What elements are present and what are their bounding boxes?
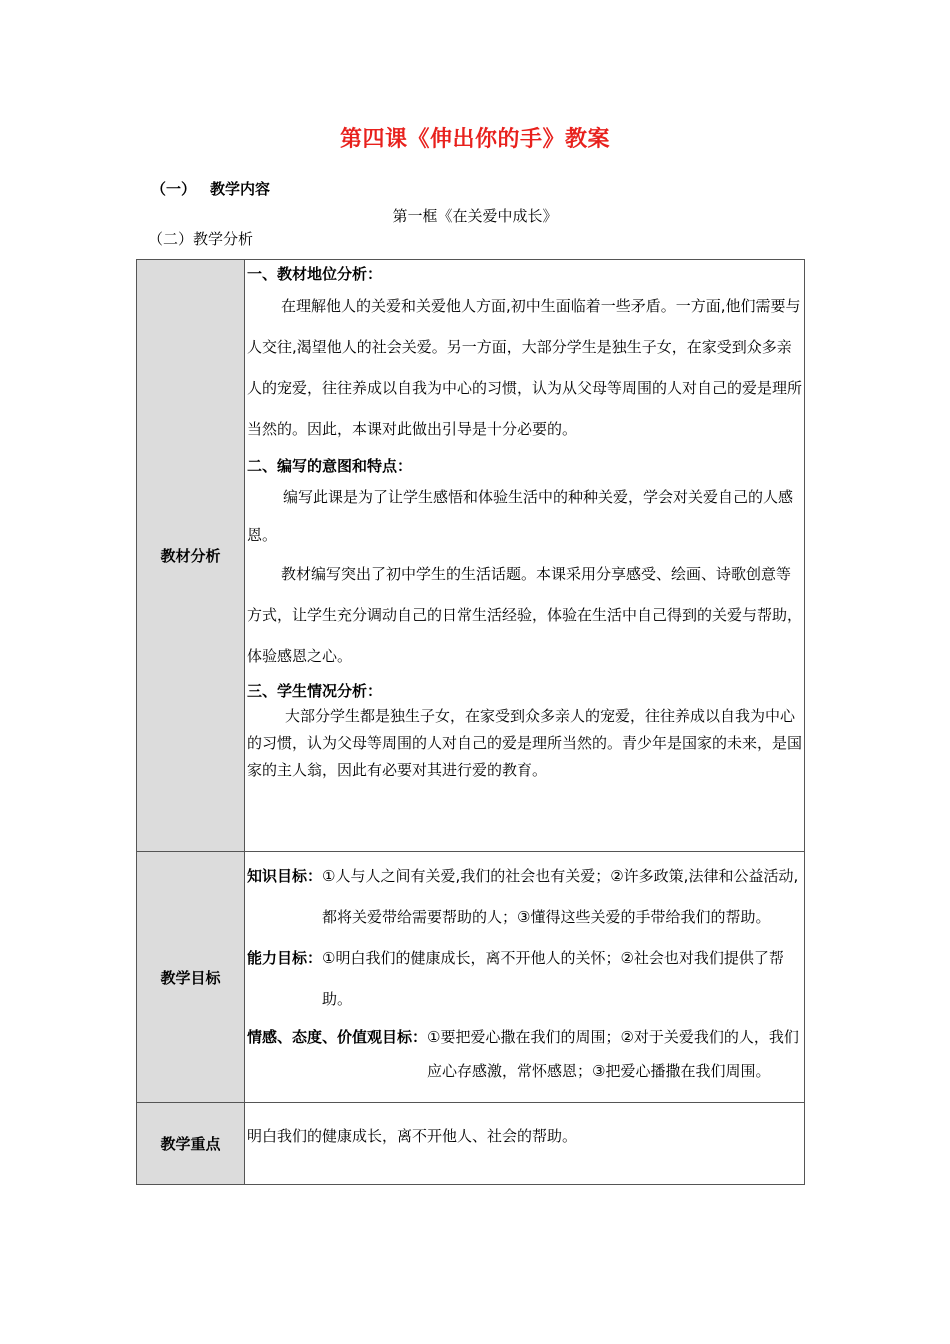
row-content <box>245 260 805 852</box>
goal-text: ①人与人之间有关爱,我们的社会也有关爱；②许多政策,法律和公益活动,都将关爱带给需要帮助的人；③懂得这些关爱的手带给我们的帮助。 <box>322 867 799 926</box>
subheading-textbook-position: 一、教材地位分析： <box>247 265 383 283</box>
lesson-plan-table <box>136 259 805 1185</box>
goal-text: ①明白我们的健康成长，离不开他人的关怀；②社会也对我们提供了帮助。 <box>322 949 784 1008</box>
frame-title: 第一框《在关爱中成长》 <box>392 207 558 225</box>
paragraph-features: 教材编写突出了初中学生的生活话题。本课采用分享感受、绘画、诗歌创意等方式，让学生充分调动自己的日常生活经验，体验在生活中自己得到的关爱与帮助，体验感恩之心。 <box>247 565 803 665</box>
page-title: 第四课《伸出你的手》教案 <box>339 127 610 152</box>
goal-text: ①要把爱心撒在我们的周围；②对于关爱我们的人，我们应心存感激，常怀感恩；③把爱心播撒在我们周围。 <box>427 1028 799 1080</box>
goal-ability <box>247 938 802 1020</box>
table-row-teaching-goals <box>137 852 805 1103</box>
section-number: （一） <box>151 180 197 198</box>
goal-label: 知识目标： <box>247 867 323 885</box>
subheading-intent-features: 二、编写的意图和特点： <box>247 457 413 475</box>
goal-emotion <box>247 1020 802 1088</box>
key-point-text: 明白我们的健康成长，离不开他人、社会的帮助。 <box>247 1127 578 1145</box>
section-heading-analysis: （二）教学分析 <box>148 230 254 248</box>
paragraph-textbook-position: 在理解他人的关爱和关爱他人方面,初中生面临着一些矛盾。一方面,他们需要与人交往,渴望他人的社会关爱。另一方面，大部分学生是独生子女，在家受到众多亲人的宠爱，往往养成以自我为中心的习惯，认为从父母等周围的人对自己的爱是理所当然的。因此，本课对此做出引导是十分必要的。 <box>247 297 803 438</box>
row-content <box>245 852 805 1103</box>
row-label: 教学重点 <box>137 1103 245 1185</box>
paragraph-student-analysis: 大部分学生都是独生子女，在家受到众多亲人的宠爱，往往养成以自我为中心的习惯，认为父母等周围的人对自己的爱是理所当然的。青少年是国家的未来，是国家的主人翁，因此有必要对其进行爱的教育。 <box>247 707 803 779</box>
row-content <box>245 1103 805 1185</box>
goal-knowledge <box>247 856 802 938</box>
row-label: 教材分析 <box>137 260 245 852</box>
goal-label: 能力目标： <box>247 949 323 967</box>
table-row-textbook-analysis <box>137 260 805 852</box>
subheading-student-analysis: 三、学生情况分析： <box>247 682 383 700</box>
table-row-key-points <box>137 1103 805 1185</box>
section-label: 教学内容 <box>210 180 271 198</box>
goal-label: 情感、态度、价值观目标： <box>247 1028 428 1046</box>
paragraph-intent: 编写此课是为了让学生感悟和体验生活中的种种关爱，学会对关爱自己的人感恩。 <box>247 488 794 544</box>
section-heading-content <box>151 178 270 199</box>
row-label: 教学目标 <box>137 852 245 1103</box>
